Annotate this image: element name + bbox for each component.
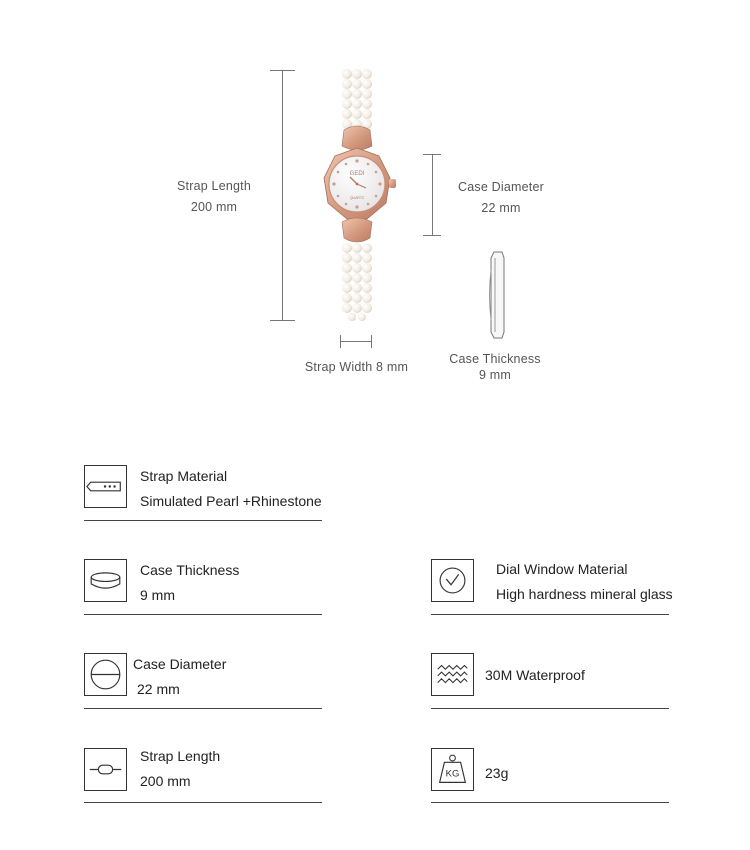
strap-length-value: 200 mm [140,773,191,789]
weight-title: 23g [485,765,509,781]
case-diameter-value: 22 mm [481,201,521,215]
waterproof-title: 30M Waterproof [485,667,585,683]
case-diameter-title: Case Diameter [133,656,227,672]
strap-length-title: Strap Length [140,748,221,764]
watch-brand: GEDI [349,171,365,177]
waterproof-icon [431,653,474,696]
clock-icon [431,559,474,602]
strap-material-value: Simulated Pearl +Rhinestone [140,493,322,509]
strap-length-label: Strap Length [177,179,251,193]
strap-length-cap-bottom [270,320,295,321]
weight-icon [431,748,474,791]
case-diameter-cap-bottom [423,235,441,236]
case-thickness-icon [84,559,127,602]
strap-length-icon [84,748,127,791]
case-diameter-line [432,154,433,236]
dial-text: QUARTZ [349,196,365,200]
dial-window-title: Dial Window Material [496,561,628,577]
divider [84,802,322,803]
watch-illustration [300,62,420,332]
case-diameter-icon [84,653,127,696]
case-thickness-label: Case Thickness [449,352,541,366]
divider [84,614,322,615]
strap-length-line [282,70,283,321]
strap-length-value: 200 mm [190,200,238,214]
divider [431,802,669,803]
case-thickness-value: 9 mm [478,368,512,382]
strap-material-icon [84,465,127,508]
divider [431,708,669,709]
pearl-strap-top [342,69,372,129]
strap-width-label: Strap Width 8 mm [304,360,409,374]
strap-width-line [340,341,372,342]
strap-length-cap-top [270,70,295,71]
strap-width-cap-left [340,335,341,348]
case-thickness-profile [482,248,512,342]
pearl-strap-bottom [342,243,372,321]
case-diameter-label: Case Diameter [458,180,544,194]
strap-width-cap-right [371,335,372,348]
divider [84,708,322,709]
divider [431,614,669,615]
strap-material-title: Strap Material [140,468,228,484]
divider [84,520,322,521]
case-thickness-value: 9 mm [140,587,175,603]
case-diameter-value: 22 mm [137,681,180,697]
dial-window-value: High hardness mineral glass [496,586,673,602]
case-thickness-title: Case Thickness [140,562,240,578]
weight-icon-text: KG [445,768,460,780]
case-diameter-cap-top [423,154,441,155]
